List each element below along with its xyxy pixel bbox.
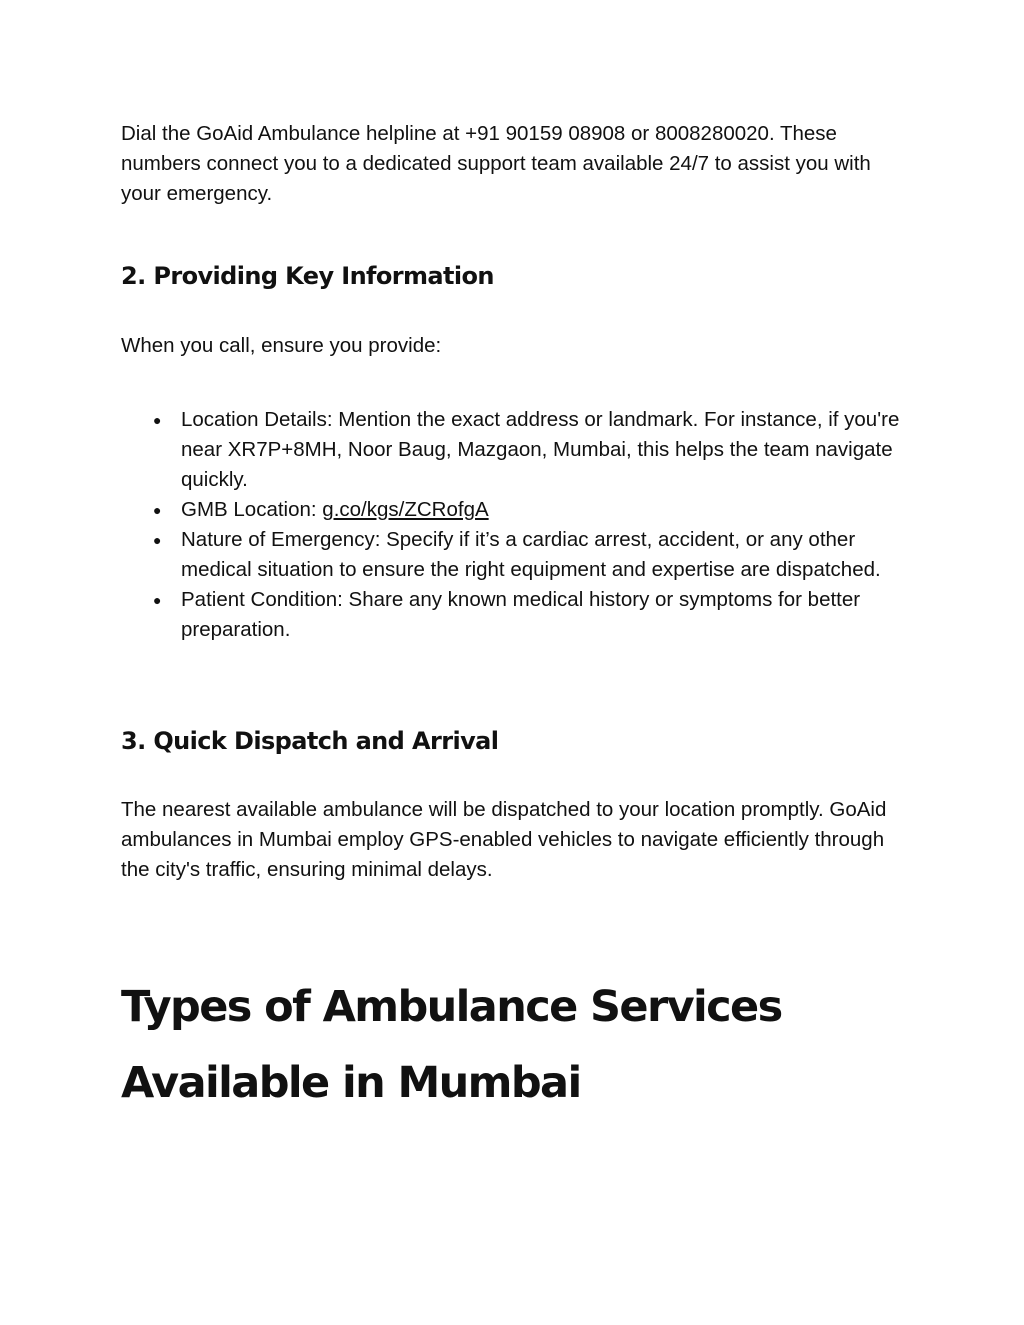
gmb-location-link[interactable]: g.co/kgs/ZCRofgA bbox=[322, 498, 489, 521]
bullet-icon: ● bbox=[153, 532, 162, 548]
intro-paragraph: Dial the GoAid Ambulance helpline at +91 90159 08908 or 8008280020. These numbers connect you to a dedicated support team available 24/7 to assist you with your emergency. bbox=[121, 122, 871, 205]
section-heading-quick-dispatch: 3. Quick Dispatch and Arrival bbox=[121, 727, 499, 755]
key-information-lead: When you call, ensure you provide: bbox=[121, 334, 442, 357]
list-item-patient-condition bbox=[0, 585, 920, 645]
quick-dispatch-paragraph: The nearest available ambulance will be dispatched to your location promptly. GoAid ambulances in Mumbai employ GPS-enabled vehicles to navigate efficiently through the city's traffic, ensuring minimal delays. bbox=[121, 798, 887, 881]
key-information-list bbox=[0, 405, 920, 645]
section-heading-key-information: 2. Providing Key Information bbox=[121, 262, 494, 290]
gmb-location-label: GMB Location: bbox=[181, 498, 323, 521]
bullet-icon: ● bbox=[153, 502, 162, 518]
bullet-icon: ● bbox=[153, 412, 162, 428]
list-item-gmb-location bbox=[0, 495, 920, 525]
list-item-location-details bbox=[0, 405, 920, 495]
bullet-icon: ● bbox=[153, 592, 162, 608]
list-item-nature-of-emergency bbox=[0, 525, 920, 585]
list-item-text: Patient Condition: Share any known medical history or symptoms for better preparation. bbox=[181, 588, 861, 641]
list-item-text: Nature of Emergency: Specify if it’s a cardiac arrest, accident, or any other medical situation to ensure the right equipment and expertise are dispatched. bbox=[181, 528, 881, 581]
list-item-text: Location Details: Mention the exact address or landmark. For instance, if you're near XR7P+8MH, Noor Baug, Mazgaon, Mumbai, this helps the team navigate quickly. bbox=[181, 408, 900, 491]
main-heading-ambulance-types: Types of Ambulance Services Available in Mumbai bbox=[121, 982, 782, 1108]
